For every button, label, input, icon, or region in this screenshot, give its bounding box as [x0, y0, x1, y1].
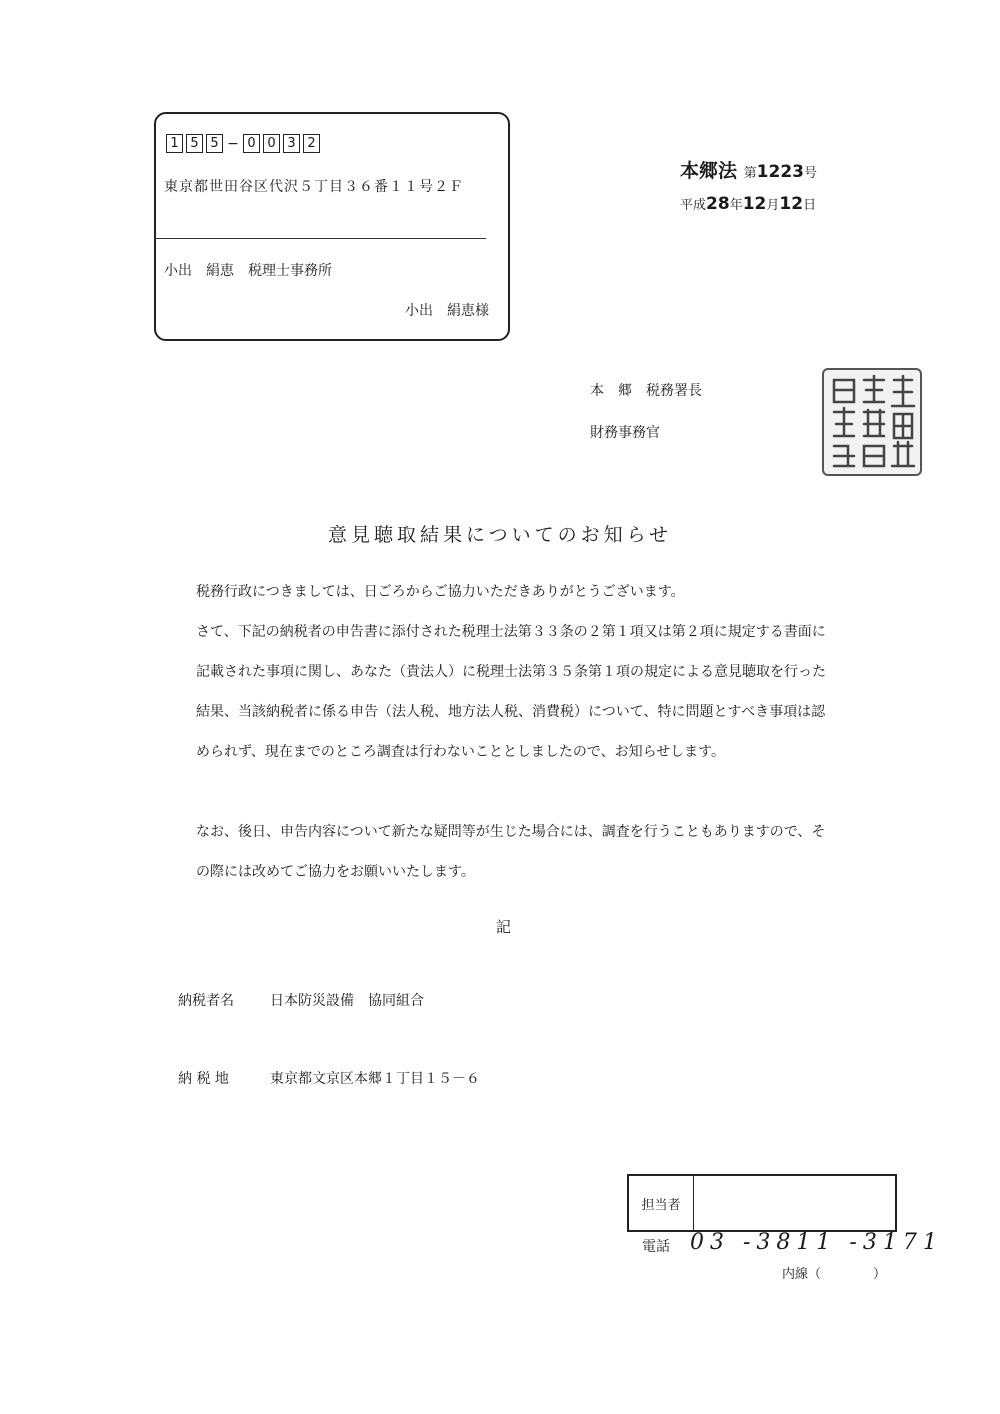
zip-digit: 1 — [166, 134, 183, 153]
sender-title: 本 郷 税務署長 — [590, 383, 702, 399]
address-divider — [154, 238, 486, 239]
zip-digit: 5 — [186, 134, 203, 153]
zip-dash: − — [227, 135, 239, 152]
era-label: 平成 — [680, 198, 707, 213]
body-paragraph-2: さて、下記の納税者の申告書に添付された税理士法第３３条の２第１項又は第２項に規定する書面に記載された事項に関し、あなた（貴法人）に税理士法第３５条第１項の規定による意見聴取を行った結果、当該納税者に係る申告（法人税、地方法人税、消費税）について、特に問題とすべき事項は認められず、現在までのところ調査は行わないこととしましたので、お知らせします。 — [196, 624, 826, 760]
recipient-name: 小出 絹恵様 — [405, 303, 489, 319]
taxpayer-address: 東京都文京区本郷１丁目１５－６ — [270, 1071, 480, 1087]
day-label: 日 — [803, 198, 817, 213]
sender-officer: 財務事務官 — [590, 425, 660, 441]
recipient-office: 小出 絹恵 税理士事務所 — [164, 263, 332, 279]
dai-label: 第 — [743, 166, 757, 181]
body-paragraph-1: 税務行政につきましては、日ごろからご協力いただきありがとうございます。 — [196, 584, 685, 600]
taxpayer-name: 日本防災設備 協同組合 — [270, 993, 424, 1009]
extension: 内線（ ） — [782, 1267, 887, 1282]
date-day: 12 — [779, 194, 804, 214]
person-label: 担当者 — [629, 1176, 694, 1230]
zip-digit: 0 — [243, 134, 260, 153]
reference-number — [680, 156, 817, 183]
contact-box — [627, 1174, 897, 1232]
recipient-address: 東京都世田谷区代沢５丁目３６番１１号２Ｆ — [164, 179, 464, 195]
office-code: 本郷法 — [680, 160, 738, 182]
zip-digit: 5 — [206, 134, 223, 153]
month-label: 月 — [766, 198, 780, 213]
document-title: 意見聴取結果についてのお知らせ — [327, 524, 673, 546]
taxpayer-address-label: 納 税 地 — [178, 1071, 229, 1087]
zip-digit: 2 — [303, 134, 320, 153]
taxpayer-address-row — [178, 1068, 480, 1088]
taxpayer-name-label: 納税者名 — [178, 993, 234, 1009]
ki-heading: 記 — [496, 918, 512, 936]
go-label: 号 — [803, 166, 817, 181]
taxpayer-name-row — [178, 990, 424, 1010]
doc-number: 1223 — [756, 162, 804, 182]
official-seal-icon — [822, 368, 922, 476]
year-label: 年 — [729, 198, 743, 213]
zip-digit: 0 — [263, 134, 280, 153]
zip-digit: 3 — [283, 134, 300, 153]
date-year: 28 — [706, 194, 730, 214]
date-month: 12 — [742, 194, 767, 214]
body-paragraph-3: なお、後日、申告内容について新たな疑問等が生じた場合には、調査を行うこともありますので、その際には改めてご協力をお願いいたします。 — [196, 824, 826, 880]
phone-number: 03 -3811 -3171 — [690, 1230, 943, 1255]
issue-date — [680, 194, 816, 214]
phone-label: 電話 — [642, 1239, 670, 1255]
postal-code — [166, 134, 323, 153]
